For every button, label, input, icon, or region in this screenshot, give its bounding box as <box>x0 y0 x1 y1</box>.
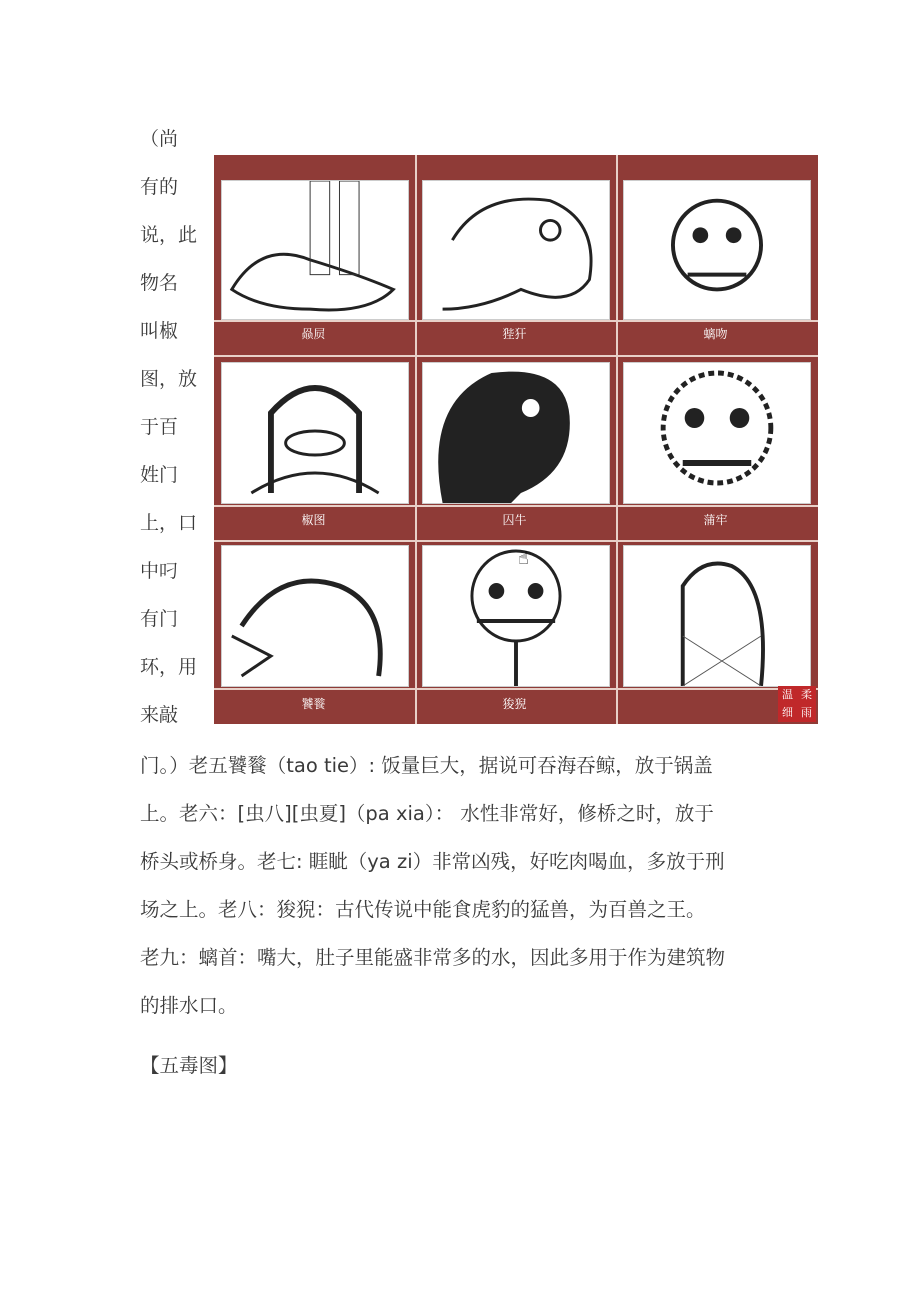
grid-divider <box>214 540 818 542</box>
grid-divider <box>214 355 818 357</box>
side-line: 中叼 <box>140 560 179 582</box>
nine-sons-image-grid <box>214 155 818 724</box>
side-text-column <box>140 124 210 748</box>
section-heading: 【五毒图】 <box>140 1054 238 1077</box>
dragon-son-illustration <box>422 180 610 320</box>
dragon-son-illustration <box>221 180 409 320</box>
side-line: 说，此 <box>140 224 198 246</box>
stamp-char: 雨 <box>801 706 812 719</box>
grid-divider <box>214 320 818 322</box>
illustration-caption: 螭吻 <box>703 327 728 341</box>
body-paragraph <box>140 750 800 1038</box>
stamp-char: 柔 <box>801 688 812 701</box>
hand-cursor-icon: ☝ <box>518 548 529 569</box>
paragraph-line: 的排水口。 <box>140 994 238 1017</box>
dragon-son-illustration <box>623 545 811 687</box>
dragon-son-illustration <box>221 362 409 504</box>
side-line: 图，放 <box>140 368 198 390</box>
grid-divider <box>214 505 818 507</box>
paragraph-line: 老九：螭首：嘴大，肚子里能盛非常多的水，因此多用于作为建筑物 <box>140 946 726 969</box>
illustration-caption: 椒图 <box>301 513 326 527</box>
grid-divider <box>415 155 417 724</box>
side-line: 上，口 <box>140 512 198 534</box>
illustration-caption: 蒲牢 <box>703 513 728 527</box>
side-line: 姓门 <box>140 464 179 486</box>
grid-divider <box>616 155 618 724</box>
illustration-caption: 赑屃 <box>301 327 326 341</box>
dragon-son-illustration <box>623 180 811 320</box>
side-line: （尚 <box>140 128 179 150</box>
illustration-caption: 囚牛 <box>502 513 527 527</box>
illustration-caption: 狻猊 <box>502 697 527 711</box>
paragraph-line: 桥头或桥身。老七: 睚眦（ya zi）非常凶残，好吃肉喝血，多放于刑 <box>140 850 725 873</box>
dragon-son-illustration <box>422 545 610 687</box>
stamp-char: 温 <box>782 688 793 701</box>
side-line: 于百 <box>140 416 179 438</box>
dragon-son-illustration <box>422 362 610 504</box>
side-line: 物名 <box>140 272 179 294</box>
grid-divider <box>214 688 818 690</box>
stamp-char: 细 <box>782 706 793 719</box>
side-line: 有的 <box>140 176 179 198</box>
side-line: 环，用 <box>140 656 198 678</box>
dragon-son-illustration <box>623 362 811 504</box>
side-line: 来敲 <box>140 704 179 726</box>
paragraph-line: 门。）老五饕餮（tao tie）: 饭量巨大，据说可吞海吞鲸，放于锅盖 <box>140 754 713 777</box>
illustration-caption: 狴犴 <box>502 327 527 341</box>
dragon-son-illustration <box>221 545 409 687</box>
paragraph-line: 场之上。老八：狻猊：古代传说中能食虎豹的猛兽，为百兽之王。 <box>140 898 706 921</box>
side-line: 有门 <box>140 608 179 630</box>
illustration-caption: 饕餮 <box>301 697 326 711</box>
paragraph-line: 上。老六：[虫八][虫夏]（pa xia）： 水性非常好，修桥之时，放于 <box>140 802 714 825</box>
side-line: 叫椒 <box>140 320 179 342</box>
seal-stamp <box>778 686 816 722</box>
